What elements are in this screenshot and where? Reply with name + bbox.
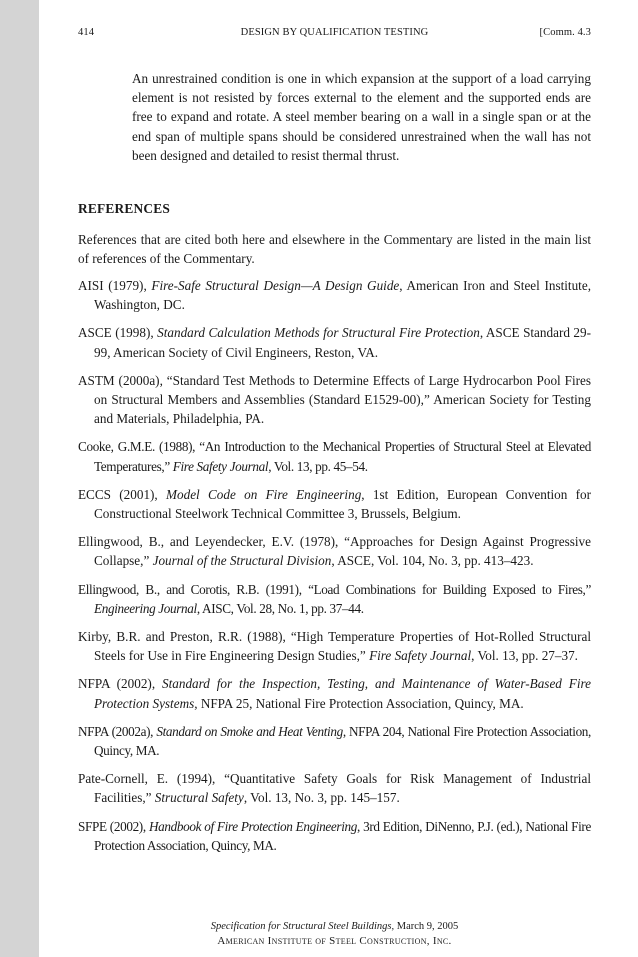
section-label: [Comm. 4.3 — [539, 27, 591, 38]
reference-entry: Pate-Cornell, E. (1994), “Quantitative Safety Goals for Risk Management of Industrial Facilities,” Structural Safety, Vol. 13, No. 3, pp. 145–157. — [78, 771, 591, 806]
footer-publisher: American Institute of Steel Construction, Inc. — [217, 935, 452, 947]
references-intro: References that are cited both here and elsewhere in the Commentary are listed in the main list of references of the Commentary. — [78, 232, 591, 267]
running-header — [78, 27, 591, 41]
reference-entry: Kirby, B.R. and Preston, R.R. (1988), “High Temperature Properties of Hot-Rolled Structural Steels for Use in Fire Engineering Design Studies,” Fire Safety Journal, Vol. 13, pp. 27–37. — [78, 629, 591, 664]
reference-list — [78, 276, 591, 864]
reference-entry: ECCS (2001), Model Code on Fire Engineering, 1st Edition, European Convention for Constructional Steelwork Technical Committee 3, Brussels, Belgium. — [78, 486, 591, 522]
reference-entry: ASCE (1998), Standard Calculation Methods for Structural Fire Protection, ASCE Standard 29-99, American Society of Civil Engineers, Reston, VA. — [78, 325, 591, 360]
reference-entry: Ellingwood, B., and Leyendecker, E.V. (1978), “Approaches for Design Against Progressive Collapse,” Journal of the Structural Division, ASCE, Vol. 104, No. 3, pp. 413–423. — [78, 534, 591, 569]
running-title: DESIGN BY QUALIFICATION TESTING — [240, 27, 429, 38]
reference-entry: ASTM (2000a), “Standard Test Methods to Determine Effects of Large Hydrocarbon Pool Fires on Structural Members and Assemblies (Standard E1529-00),” American Society for Testing and Materials, Philadelphia, PA. — [78, 372, 591, 427]
reference-entry: NFPA (2002), Standard for the Inspection, Testing, and Maintenance of Water-Based Fire Protection Systems, NFPA 25, National Fire Protection Association, Quincy, MA. — [78, 676, 591, 711]
page-number: 414 — [78, 27, 95, 38]
references-heading: REFERENCES — [78, 201, 171, 216]
reference-entry: Ellingwood, B., and Corotis, R.B. (1991), “Load Combinations for Building Exposed to Fires,” Engineering Journal, AISC, Vol. 28, No. 1, pp. 37–44. — [78, 581, 591, 616]
reference-entry: AISI (1979), Fire-Safe Structural Design—A Design Guide, American Iron and Steel Institute, Washington, DC. — [78, 278, 591, 313]
footer-spec-line: Specification for Structural Steel Buildings, March 9, 2005 — [210, 921, 459, 932]
reference-entry: Cooke, G.M.E. (1988), “An Introduction to the Mechanical Properties of Structural Steel at Elevated Temperatures,” Fire Safety Journal, Vol. 13, pp. 45–54. — [78, 439, 591, 474]
page-footer — [78, 919, 591, 949]
page-gutter — [0, 0, 39, 957]
intro-paragraph: An unrestrained condition is one in which expansion at the support of a load carrying element is not resisted by forces external to the element and the supported ends are free to expand and rotate. A steel member bearing on a wall in a single span or at the end span of multiple spans should be considered unrestrained when the wall has not been designed and detailed to resist thermal thrust. — [132, 71, 591, 163]
reference-entry: NFPA (2002a), Standard on Smoke and Heat Venting, NFPA 204, National Fire Protection Association, Quincy, MA. — [78, 723, 591, 759]
reference-entry: SFPE (2002), Handbook of Fire Protection Engineering, 3rd Edition, DiNenno, P.J. (ed.), National Fire Protection Association, Quincy, MA. — [78, 818, 591, 853]
